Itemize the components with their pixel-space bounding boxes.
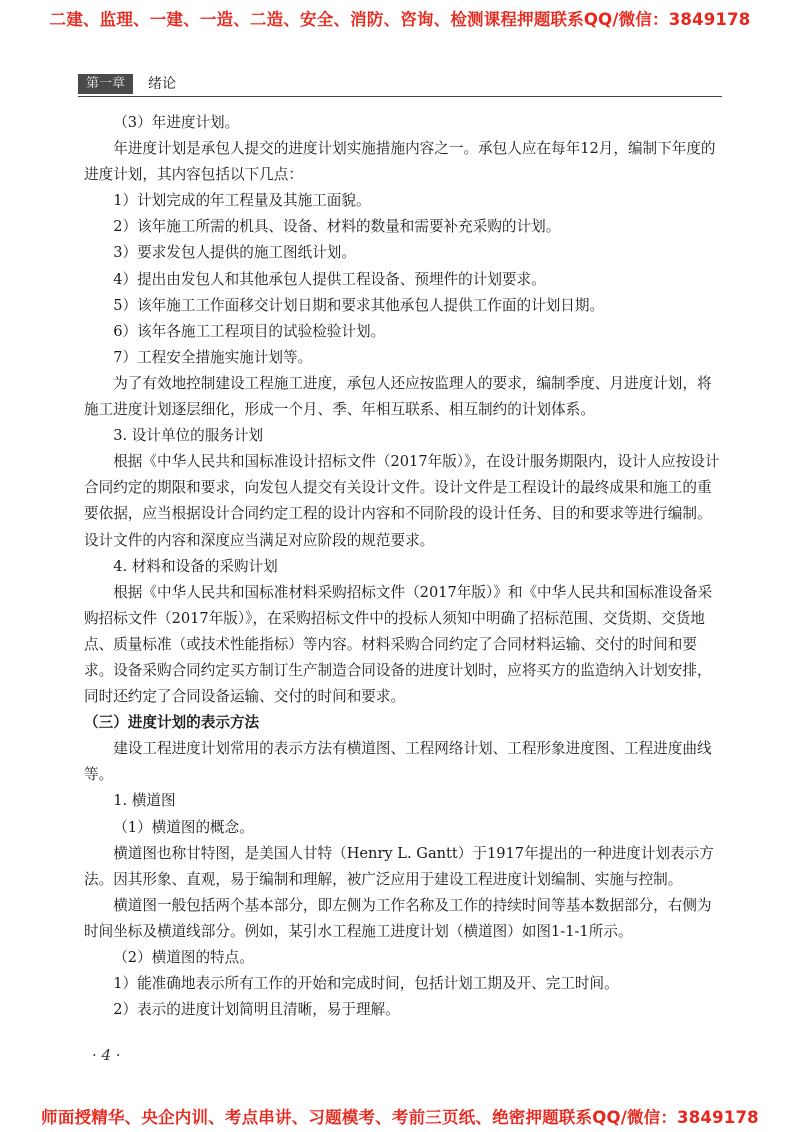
paragraph: 根据《中华人民共和国标准材料采购招标文件（2017年版）》和《中华人民共和国标准设备采购招标文件（2017年版）》，在采购招标文件中的投标人须知中明确了招标范围、交货期、交货地点、质量标准（或技术性能指标）等内容。材料采购合同约定了合同材料运输、交付的时间和要求。设备采购合同约定买方制订生产制造合同设备的进度计划时，应将买方的监造纳入计划安排，同时还约定了合同设备运输、交付的时间和要求。 xyxy=(84,583,713,706)
top-ad-banner: 二建、监理、一建、一造、二造、安全、消防、咨询、检测课程押题联系QQ/微信：3849178 xyxy=(49,10,751,29)
list-item: 2）该年施工所需的机具、设备、材料的数量和需要补充采购的计划。 xyxy=(113,218,561,236)
list-item: 7）工程安全措施实施计划等。 xyxy=(113,348,313,366)
paragraph: 横道图也称甘特图，是美国人甘特（Henry L. Gantt）于1917年提出的一种进度计划表示方法。因其形象、直观，易于编制和理解，被广泛应用于建设工程进度计划编制、实施与控制。 xyxy=(84,844,714,888)
subsection-heading: 3. 设计单位的服务计划 xyxy=(113,427,264,445)
paragraph: 为了有效地控制建设工程施工进度，承包人还应按监理人的要求，编制季度、月进度计划，将施工进度计划逐层细化，形成一个月、季、年相互联系、相互制约的计划体系。 xyxy=(84,374,712,419)
list-item: 6）该年各施工工程项目的试验检验计划。 xyxy=(113,322,386,340)
paragraph: 根据《中华人民共和国标准设计招标文件（2017年版）》，在设计服务期限内，设计人应按设计合同约定的期限和要求，向发包人提交有关设计文件。设计文件是工程设计的最终成果和施工的重要依据，应当根据设计合同约定工程的设计内容和不同阶段的设计任务、目的和要求等进行编制。设计文件的内容和深度应当满足对应阶段的规范要求。 xyxy=(84,453,720,549)
chapter-title: 绪论 xyxy=(148,76,176,92)
list-item: 4）提出由发包人和其他承包人提供工程设备、预埋件的计划要求。 xyxy=(113,270,546,288)
list-item: 1）能准确地表示所有工作的开始和完成时间，包括计划工期及开、完工时间。 xyxy=(113,975,619,993)
list-item: 5）该年施工工作面移交计划日期和要求其他承包人提供工作面的计划日期。 xyxy=(113,296,605,314)
page-number: · 4 · xyxy=(92,1046,121,1064)
subsection-heading: （1）横道图的概念。 xyxy=(113,818,254,836)
page-body xyxy=(84,110,724,1023)
paragraph: 横道图一般包括两个基本部分，即左侧为工作名称及工作的持续时间等基本数据部分，右侧为时间坐标及横道线部分。例如，某引水工程施工进度计划（横道图）如图1-1-1所示。 xyxy=(84,896,712,940)
section-heading: （三）进度计划的表示方法 xyxy=(84,714,260,732)
subsection-heading: 4. 材料和设备的采购计划 xyxy=(113,557,278,575)
bottom-ad-banner: 师面授精华、央企内训、考点串讲、习题模考、考前三页纸、绝密押题联系QQ/微信：3849178 xyxy=(41,1108,759,1127)
subsection-heading: （3）年进度计划。 xyxy=(113,114,240,131)
paragraph: 建设工程进度计划常用的表示方法有横道图、工程网络计划、工程形象进度图、工程进度曲线等。 xyxy=(84,740,712,784)
list-item: 2）表示的进度计划简明且清晰，易于理解。 xyxy=(113,1001,400,1019)
list-item: 3）要求发包人提供的施工图纸计划。 xyxy=(113,244,356,262)
chapter-badge: 第一章 xyxy=(78,74,133,94)
paragraph: 年进度计划是承包人提交的进度计划实施措施内容之一。承包人应在每年12月，编制下年度的进度计划，其内容包括以下几点： xyxy=(84,140,716,184)
chapter-header xyxy=(78,74,722,97)
list-item: 1）计划完成的年工程量及其施工面貌。 xyxy=(113,192,371,210)
subsection-heading: 1. 横道图 xyxy=(113,792,176,810)
subsection-heading: （2）横道图的特点。 xyxy=(113,949,254,966)
